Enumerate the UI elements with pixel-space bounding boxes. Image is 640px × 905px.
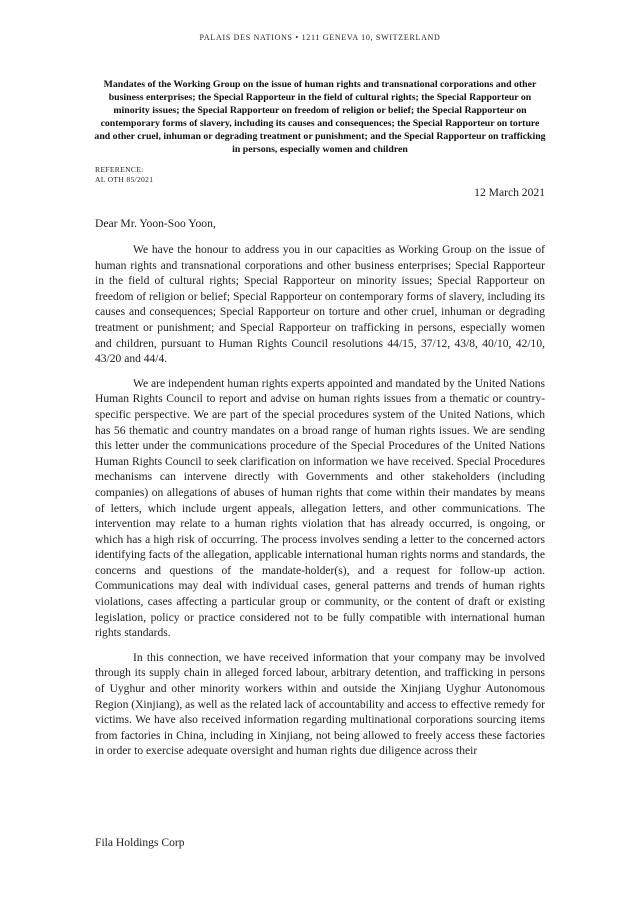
reference-label: REFERENCE: [95, 165, 144, 174]
body-paragraph-3: In this connection, we have received information that your company may be involved through its supply chain in alleged forced labour, arbitrary detention, and trafficking in persons of Uyghur and other minority workers within and outside the Xinjiang Uyghur Autonomous Region (Xinjiang), as well as the related lack of accountability and access to effective remedy for victims. We have also received information regarding multinational corporations sourcing items from factories in China, including in Xinjiang, not being allowed to freely access these factories in order to exercise adequate oversight and human rights due diligence across their [95, 651, 545, 758]
body-paragraph-2: We are independent human rights experts appointed and mandated by the United Nations Human Rights Council to report and advise on human rights issues from a thematic or country-specific perspective. We are part of the special procedures system of the United Nations, which has 56 thematic and country mandates on a broad range of human rights issues. We are sending this letter under the communications procedure of the Special Procedures of the United Nations Human Rights Council to seek clarification on information we have received. Special Procedures mechanisms can intervene directly with Governments and other stakeholders (including companies) on allegations of abuses of human rights that come within their mandates by means of letters, which include urgent appeals, allegation letters, and other communications. The intervention may relate to a human rights violation that has already occurred, is ongoing, or which has a high risk of occurring. The process involves sending a letter to the concerned actors identifying facts of the allegation, applicable international human rights norms and standards, the concerns and questions of the mandate-holder(s), and a request for follow-up action. Communications may deal with individual cases, general patterns and trends of human rights violations, cases affecting a particular group or community, or the content of draft or existing legislation, policy or practice considered not to be fully compatible with international human rights standards. [95, 377, 545, 640]
addressee-footer: Fila Holdings Corp [95, 836, 185, 849]
salutation: Dear Mr. Yoon-Soo Yoon, [95, 217, 216, 230]
mandates-heading: Mandates of the Working Group on the issue of human rights and transnational corporations and other business enterprises; the Special Rapporteur in the field of cultural rights; the Special Rapporteur on minority issues; the Special Rapporteur on freedom of religion or belief; the Special Rapporteur on contemporary forms of slavery, including its causes and consequences; the Special Rapporteur on torture and other cruel, inhuman or degrading treatment or punishment; and the Special Rapporteur on trafficking in persons, especially women and children [94, 79, 546, 155]
letter-body [95, 243, 545, 769]
letterhead: PALAIS DES NATIONS • 1211 GENEVA 10, SWITZERLAND [199, 33, 441, 42]
reference-block [95, 165, 153, 184]
body-paragraph-1: We have the honour to address you in our capacities as Working Group on the issue of human rights and transnational corporations and other business enterprises; Special Rapporteur in the field of cultural rights; Special Rapporteur on minority issues; Special Rapporteur on freedom of religion or belief; Special Rapporteur on contemporary forms of slavery, including its causes and consequences; Special Rapporteur on torture and other cruel, inhuman or degrading treatment or punishment; and Special Rapporteur on trafficking in persons, especially women and children, pursuant to Human Rights Council resolutions 44/15, 37/12, 43/8, 40/10, 42/10, 43/20 and 44/4. [95, 244, 545, 366]
reference-number: AL OTH 85/2021 [95, 174, 154, 184]
letter-date: 12 March 2021 [474, 186, 545, 199]
